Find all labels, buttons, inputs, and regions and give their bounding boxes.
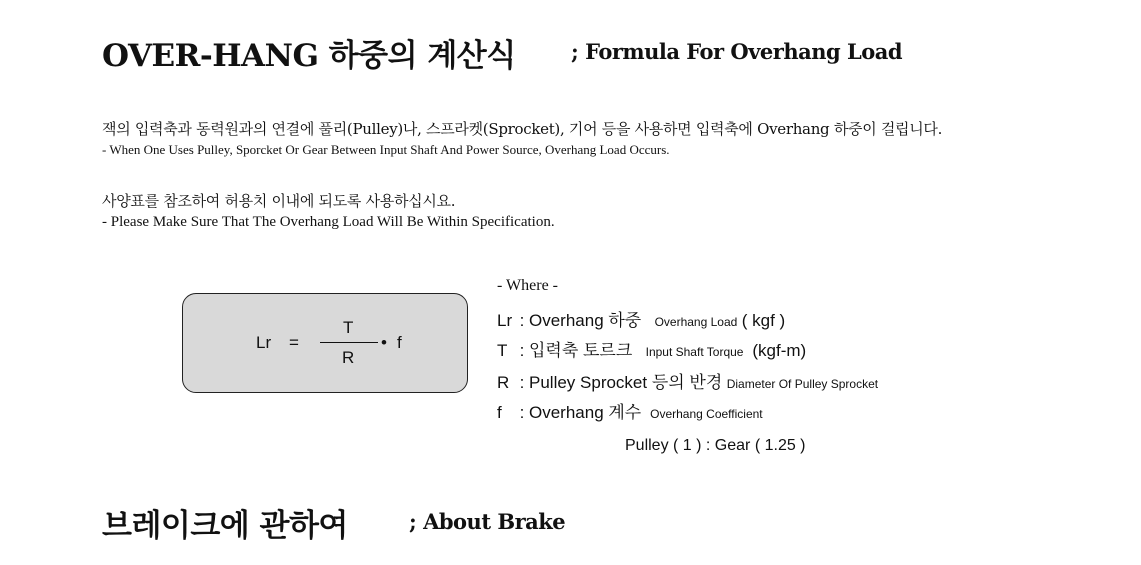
legend-row-t: [497, 336, 806, 361]
legend-row-r: [497, 368, 878, 393]
legend-english: Input Shaft Torque: [645, 345, 744, 359]
legend-korean: 입력축 토르크: [529, 341, 633, 360]
coefficient-ratio: Pulley ( 1 ) : Gear ( 1.25 ): [625, 437, 806, 454]
legend-symbol: f: [497, 403, 502, 422]
formula-denominator: R: [342, 348, 355, 367]
overhang-paragraph-korean: 잭의 입력축과 동력원과의 연결에 풀리(Pulley)나, 스프라켓(Sprocket), 기어 등을 사용하면 입력축에 Overhang 하중이 걸립니다.: [102, 120, 943, 138]
legend-korean: Overhang 하중: [529, 311, 642, 330]
legend-colon: :: [519, 341, 525, 360]
legend-colon: :: [519, 311, 525, 330]
legend-symbol: R: [497, 373, 510, 392]
brake-title: 브레이크에 관하여: [102, 508, 348, 544]
legend-unit: ( kgf ): [741, 311, 786, 330]
formula-lhs: Lr: [256, 333, 272, 352]
formula-numerator: T: [343, 318, 354, 337]
legend-english: Overhang Coefficient: [650, 407, 763, 421]
overhang-title-english: ; Formula For Overhang Load: [571, 39, 903, 64]
legend-english: Overhang Load: [654, 315, 738, 329]
legend-colon: :: [519, 373, 525, 392]
spec-note-english: - Please Make Sure That The Overhang Load Will Be Within Specification.: [102, 214, 555, 230]
legend-english: Diameter Of Pulley Sprocket: [726, 377, 879, 391]
legend-colon: :: [519, 403, 525, 422]
where-label: - Where -: [497, 277, 558, 294]
formula-multiply-dot: •: [381, 333, 387, 352]
legend-korean: Overhang 계수: [529, 403, 642, 422]
overhang-paragraph-english: - When One Uses Pulley, Sporcket Or Gear Between Input Shaft And Power Source, Overhang Load Occurs.: [102, 142, 670, 157]
legend-row-f: [497, 398, 763, 423]
legend-korean: Pulley Sprocket 등의 반경: [529, 373, 723, 392]
legend-symbol: Lr: [497, 311, 513, 330]
formula-factor: f: [397, 333, 402, 352]
spec-note-korean: 사양표를 참조하여 허용치 이내에 되도록 사용하십시요.: [102, 192, 456, 210]
formula-equals: =: [289, 333, 299, 352]
legend-unit: (kgf-m): [752, 341, 807, 360]
fraction-bar: [320, 342, 378, 343]
legend-symbol: T: [497, 341, 508, 360]
overhang-title: OVER-HANG 하중의 계산식: [102, 38, 516, 74]
brake-title-english: ; About Brake: [409, 509, 566, 534]
formula-box: [182, 293, 468, 393]
legend-row-lr: [497, 306, 785, 331]
